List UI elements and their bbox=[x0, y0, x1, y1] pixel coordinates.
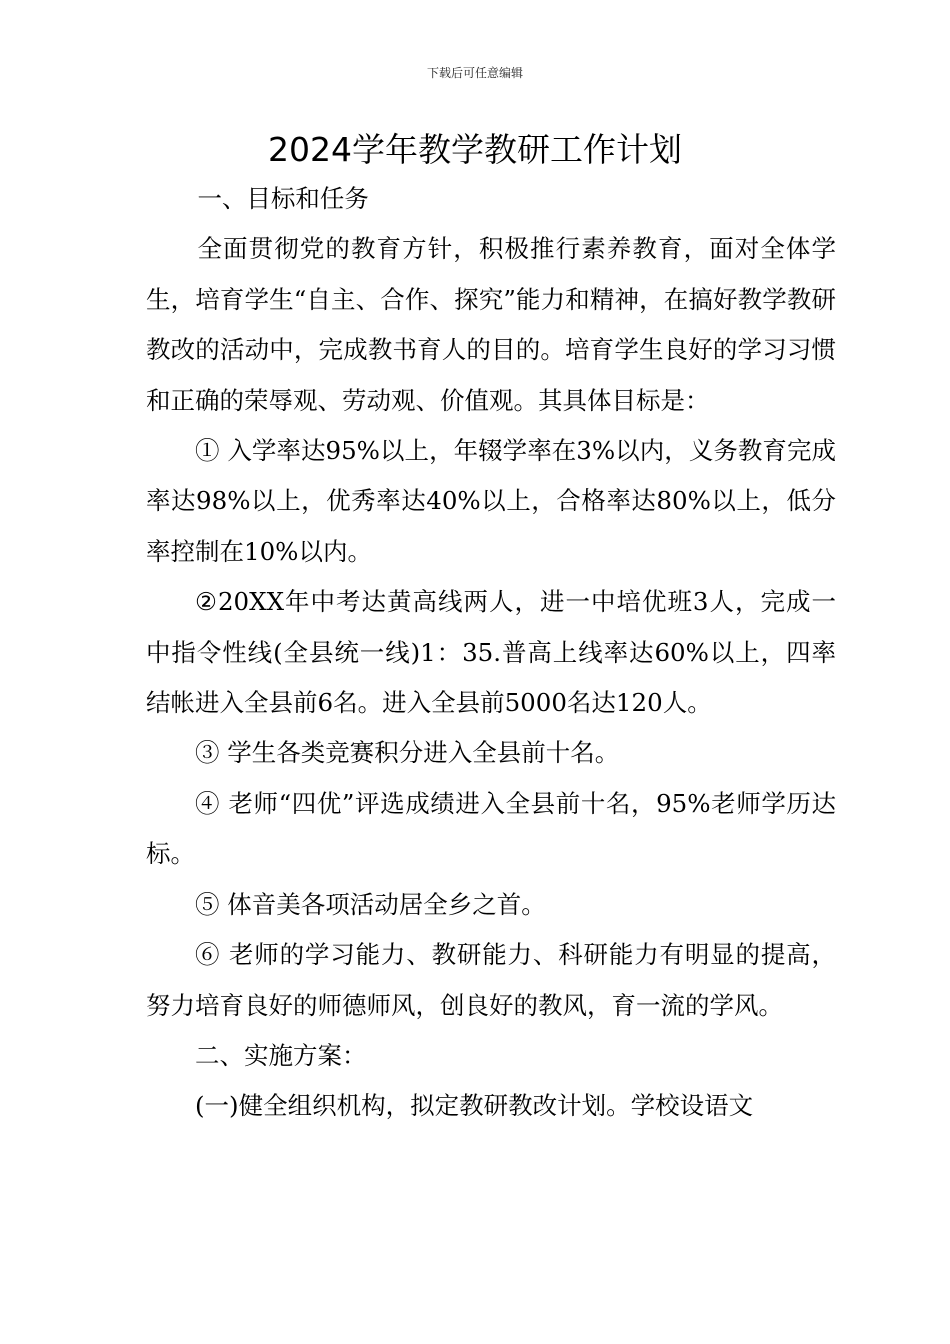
page-header-note: 下载后可任意编辑 bbox=[426, 66, 523, 80]
goal-item-3: ③ 学生各类竞赛积分进入全县前十名。 bbox=[195, 738, 620, 768]
document-title: 2024学年教学教研工作计划 bbox=[268, 130, 682, 169]
section-heading-goals: 一、目标和任务 bbox=[197, 184, 369, 213]
goal-item-4: ④ 老师“四优”评选成绩进入全县前十名，95%老师学历达标。 bbox=[146, 788, 836, 869]
section-heading-plan: 二、实施方案： bbox=[195, 1040, 367, 1070]
plan-item-1: (一)健全组织机构，拟定教研教改计划。学校设语文 bbox=[195, 1091, 754, 1121]
paragraph-intro: 全面贯彻党的教育方针，积极推行素养教育，面对全体学生，培育学生“自主、合作、探究”能力和精神，在搞好教学教研教改的活动中，完成教书育人的目的。培育学生良好的学习习惯和正确的荣辱观、劳动观、价值观。其具体目标是： bbox=[146, 234, 836, 415]
goal-item-1: ① 入学率达95%以上，年辍学率在3%以内，义务教育完成率达98%以上，优秀率达40%以上，合格率达80%以上，低分率控制在10%以内。 bbox=[146, 436, 836, 566]
goal-item-6: ⑥ 老师的学习能力、教研能力、科研能力有明显的提高，努力培育良好的师德师风，创良好的教风，育一流的学风。 bbox=[146, 940, 836, 1020]
goal-item-2: ②20XX年中考达黄高线两人，进一中培优班3人，完成一中指令性线(全县统一线)1：35.普高上线率达60%以上，四率结帐进入全县前6名。进入全县前5000名达120人。 bbox=[146, 587, 836, 718]
goal-item-5: ⑤ 体音美各项活动居全乡之首。 bbox=[195, 889, 546, 919]
document-body bbox=[146, 174, 836, 1132]
